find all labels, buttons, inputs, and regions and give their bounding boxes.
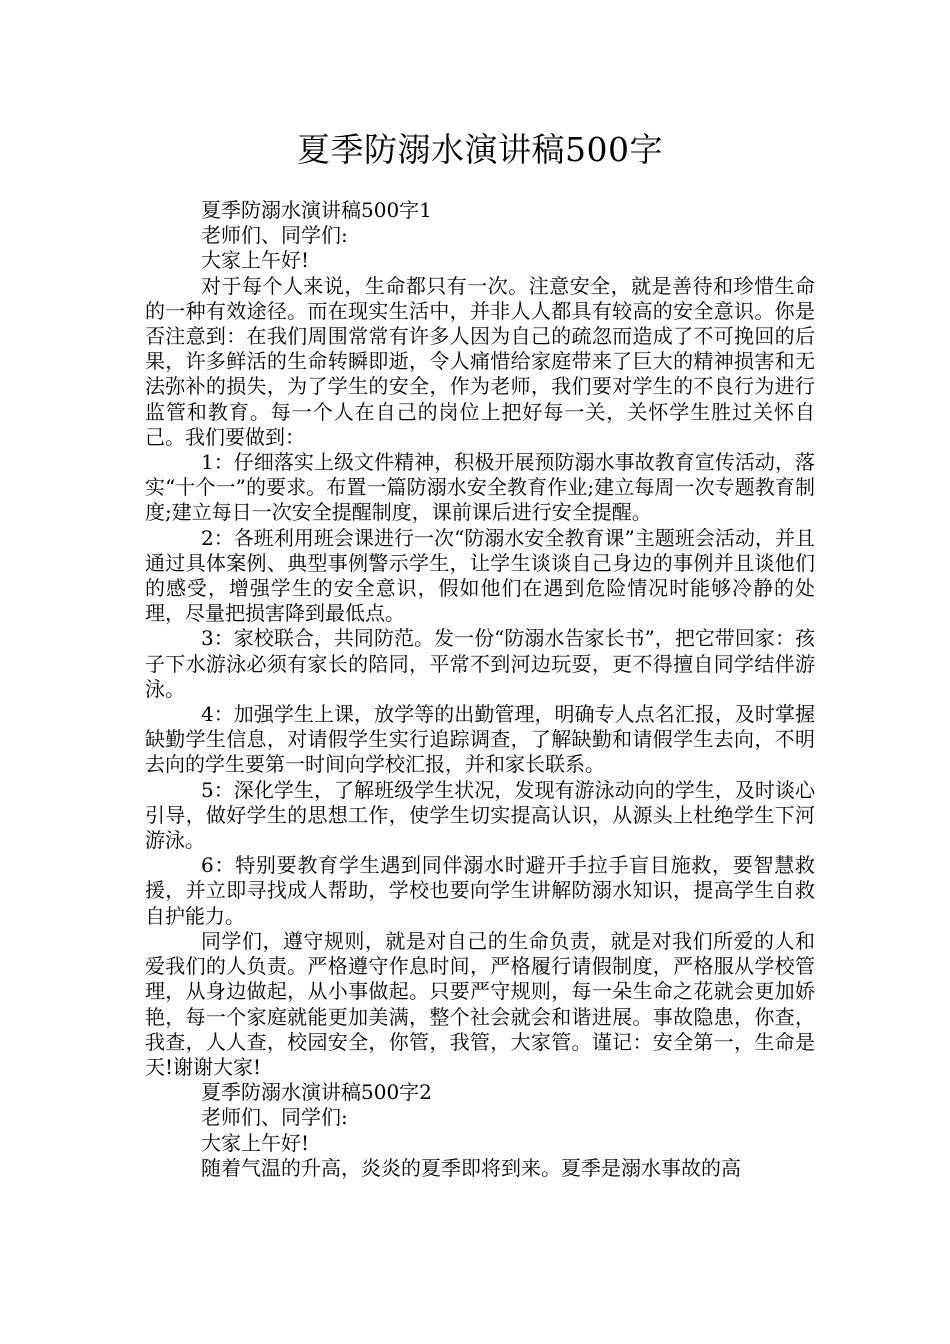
paragraph-salutation-1: 老师们、同学们: — [201, 223, 348, 248]
document-page — [145, 0, 815, 1344]
paragraph-item-2: 2：各班利用班会课进行一次“防溺水安全教育课”主题班会活动，并且通过具体案例、典型事例警示学生，让学生谈谈自己身边的事例并且谈他们的感受，增强学生的安全意识，假如他们在遇到危险情况时能够冷静的处理，尽量把损害降到最低点。 — [145, 525, 815, 626]
paragraph-speech-2-start: 随着气温的升高，炎炎的夏季即将到来。夏季是溺水事故的高 — [201, 1155, 741, 1180]
paragraph-item-4: 4：加强学生上课，放学等的出勤管理，明确专人点名汇报，及时掌握缺勤学生信息，对请假学生实行追踪调查，了解缺勤和请假学生去向，不明去向的学生要第一时间向学校汇报，并和家长联系。 — [145, 702, 815, 777]
document-title: 夏季防溺水演讲稿500字 — [297, 130, 663, 169]
paragraph-item-3: 3：家校联合，共同防范。发一份“防溺水告家长书”，把它带回家：孩子下水游泳必须有家长的陪同，平常不到河边玩耍，更不得擅自同学结伴游泳。 — [145, 626, 815, 701]
paragraph-intro: 对于每个人来说，生命都只有一次。注意安全，就是善待和珍惜生命的一种有效途径。而在现实生活中，并非人人都具有较高的安全意识。你是否注意到：在我们周围常常有许多人因为自己的疏忽而造成了不可挽回的后果，许多鲜活的生命转瞬即逝，令人痛惜给家庭带来了巨大的精神损害和无法弥补的损失，为了学生的安全，作为老师，我们要对学生的不良行为进行监管和教育。每一个人在自己的岗位上把好每一关，关怀学生胜过关怀自己。我们要做到： — [145, 273, 815, 449]
paragraph-item-6: 6：特别要教育学生遇到同伴溺水时避开手拉手盲目施救，要智慧救援，并立即寻找成人帮助，学校也要向学生讲解防溺水知识，提高学生自救自护能力。 — [145, 853, 815, 928]
paragraph-greeting-1: 大家上午好! — [201, 248, 310, 273]
paragraph-greeting-2: 大家上午好! — [201, 1130, 310, 1155]
paragraph-conclusion: 同学们，遵守规则，就是对自己的生命负责，就是对我们所爱的人和爱我们的人负责。严格遵守作息时间，严格履行请假制度，严格服从学校管理，从身边做起，从小事做起。只要严守规则，每一朵生命之花就会更加娇艳，每一个家庭就能更加美满，整个社会就会和谐进展。事故隐患，你查，我查，人人查，校园安全，你管，我管，大家管。谨记：安全第一，生命是天!谢谢大家! — [145, 928, 815, 1079]
paragraph-heading-1: 夏季防溺水演讲稿500字1 — [201, 198, 432, 222]
paragraph-salutation-2: 老师们、同学们: — [201, 1105, 348, 1130]
document-body — [145, 198, 815, 1181]
paragraph-heading-2: 夏季防溺水演讲稿500字2 — [201, 1080, 432, 1105]
paragraph-item-1: 1：仔细落实上级文件精神，积极开展预防溺水事故教育宣传活动，落实“十个一”的要求。布置一篇防溺水安全教育作业;建立每周一次专题教育制度;建立每日一次安全提醒制度，课前课后进行安全提醒。 — [145, 450, 815, 525]
paragraph-item-5: 5：深化学生，了解班级学生状况，发现有游泳动向的学生，及时谈心引导，做好学生的思想工作，使学生切实提高认识，从源头上杜绝学生下河游泳。 — [145, 777, 815, 853]
